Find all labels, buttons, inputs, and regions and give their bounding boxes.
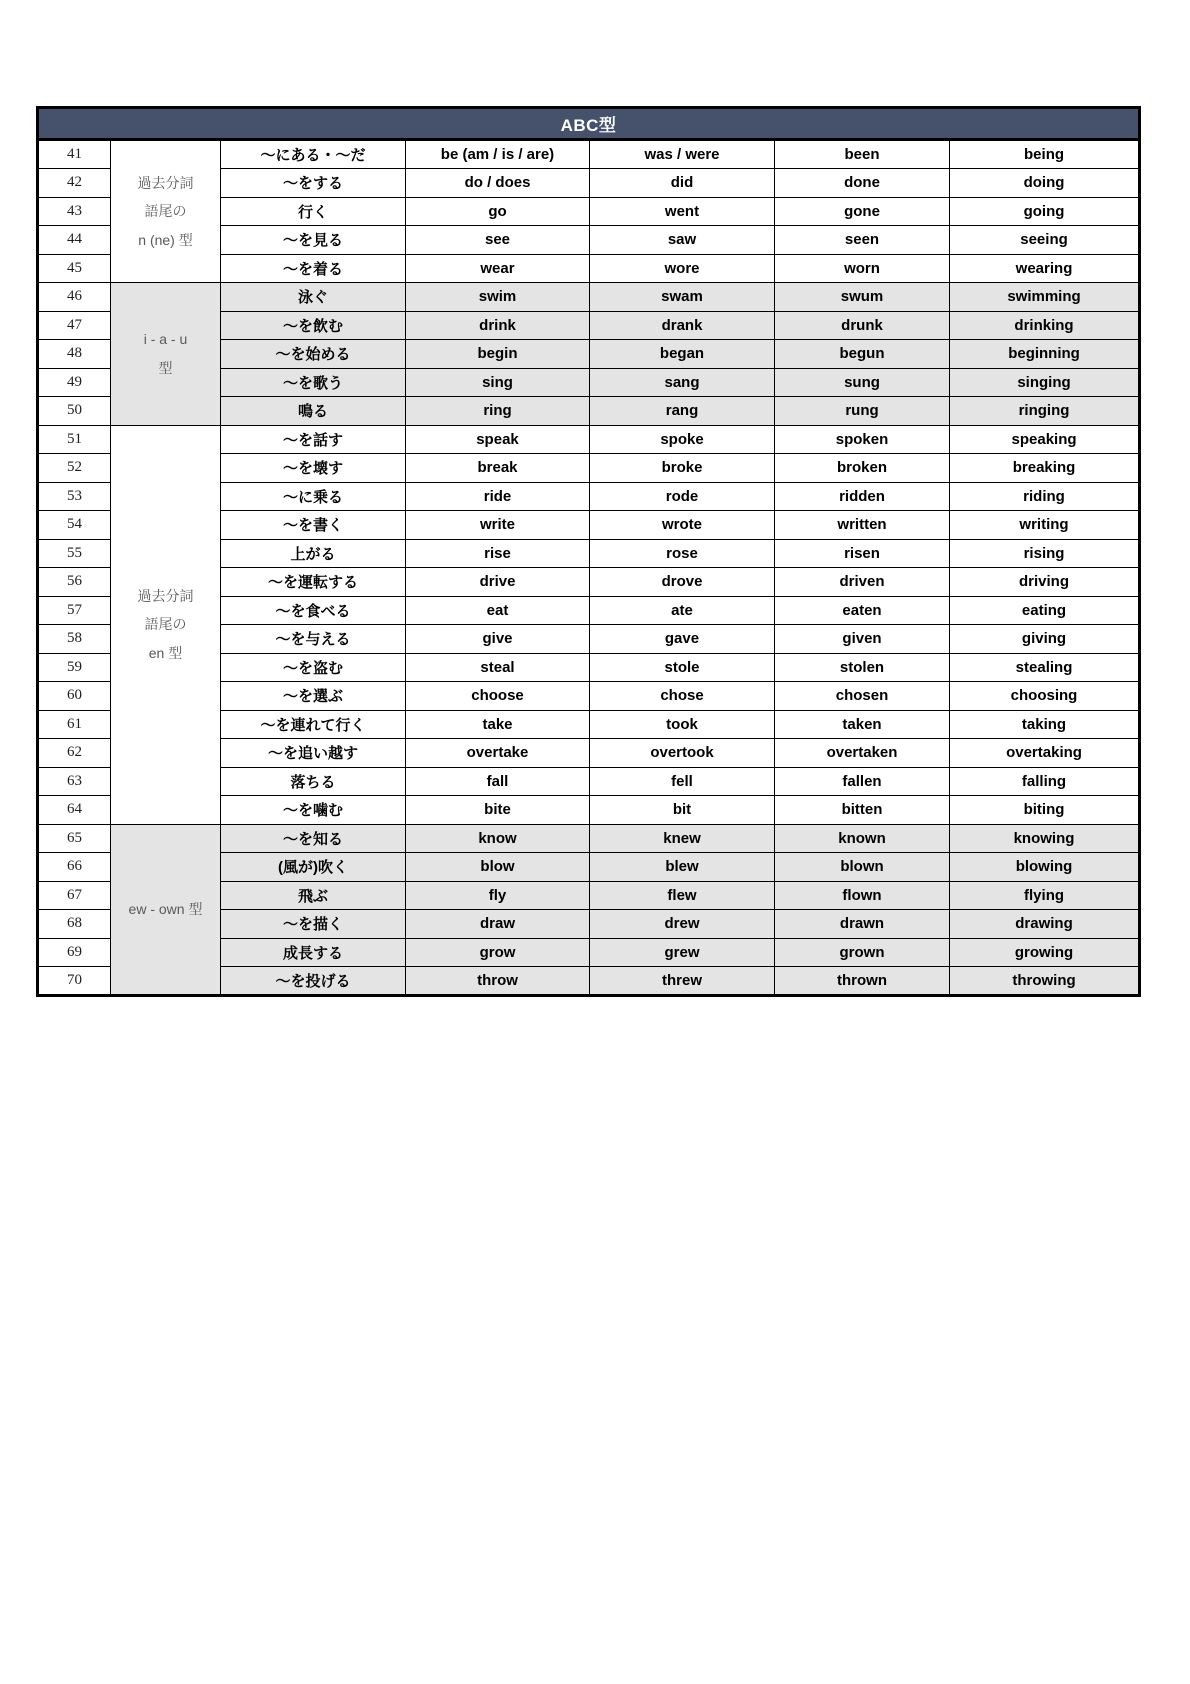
past-tense-cell: sang: [590, 368, 775, 397]
past-participle-cell: seen: [775, 226, 950, 255]
past-participle-cell: rung: [775, 397, 950, 426]
group-label-line: 語尾の: [144, 203, 187, 220]
base-form-cell: grow: [406, 938, 590, 967]
meaning-cell: ～を着る: [221, 254, 406, 283]
past-tense-cell: did: [590, 169, 775, 198]
table-row: [38, 140, 1140, 169]
past-tense-cell: threw: [590, 967, 775, 996]
ing-form-cell: stealing: [950, 653, 1140, 682]
base-form-cell: be (am / is / are): [406, 140, 590, 169]
ing-form-cell: eating: [950, 596, 1140, 625]
base-form-cell: do / does: [406, 169, 590, 198]
base-form-cell: bite: [406, 796, 590, 825]
past-tense-cell: drove: [590, 568, 775, 597]
past-tense-cell: stole: [590, 653, 775, 682]
table-row: [38, 824, 1140, 853]
meaning-cell: ～に乗る: [221, 482, 406, 511]
base-form-cell: steal: [406, 653, 590, 682]
past-participle-cell: fallen: [775, 767, 950, 796]
meaning-cell: ～を投げる: [221, 967, 406, 996]
base-form-cell: speak: [406, 425, 590, 454]
group-label-line: 型: [158, 359, 173, 376]
past-participle-cell: gone: [775, 197, 950, 226]
row-number-cell: 46: [38, 283, 111, 312]
base-form-cell: drive: [406, 568, 590, 597]
past-participle-cell: done: [775, 169, 950, 198]
past-tense-cell: drank: [590, 311, 775, 340]
row-number-cell: 52: [38, 454, 111, 483]
base-form-cell: go: [406, 197, 590, 226]
past-tense-cell: rang: [590, 397, 775, 426]
row-number-cell: 66: [38, 853, 111, 882]
group-label-cell: [111, 824, 221, 996]
row-number-cell: 43: [38, 197, 111, 226]
ing-form-cell: speaking: [950, 425, 1140, 454]
past-participle-cell: swum: [775, 283, 950, 312]
past-participle-cell: eaten: [775, 596, 950, 625]
base-form-cell: ride: [406, 482, 590, 511]
past-participle-cell: thrown: [775, 967, 950, 996]
row-number-cell: 65: [38, 824, 111, 853]
base-form-cell: choose: [406, 682, 590, 711]
group-label-line: n (ne) 型: [138, 231, 193, 248]
row-number-cell: 49: [38, 368, 111, 397]
past-participle-cell: given: [775, 625, 950, 654]
row-number-cell: 70: [38, 967, 111, 996]
base-form-cell: write: [406, 511, 590, 540]
meaning-cell: ～を飲む: [221, 311, 406, 340]
meaning-cell: ～を知る: [221, 824, 406, 853]
ing-form-cell: overtaking: [950, 739, 1140, 768]
base-form-cell: draw: [406, 910, 590, 939]
past-participle-cell: drunk: [775, 311, 950, 340]
meaning-cell: ～を盗む: [221, 653, 406, 682]
ing-form-cell: riding: [950, 482, 1140, 511]
table-row: [38, 283, 1140, 312]
base-form-cell: swim: [406, 283, 590, 312]
meaning-cell: 鳴る: [221, 397, 406, 426]
past-tense-cell: flew: [590, 881, 775, 910]
row-number-cell: 57: [38, 596, 111, 625]
meaning-cell: (風が)吹く: [221, 853, 406, 882]
table-title: ABC型: [38, 108, 1140, 140]
meaning-cell: 飛ぶ: [221, 881, 406, 910]
row-number-cell: 68: [38, 910, 111, 939]
meaning-cell: 泳ぐ: [221, 283, 406, 312]
past-participle-cell: been: [775, 140, 950, 169]
row-number-cell: 45: [38, 254, 111, 283]
group-label-cell: [111, 283, 221, 426]
meaning-cell: ～を見る: [221, 226, 406, 255]
ing-form-cell: breaking: [950, 454, 1140, 483]
past-tense-cell: blew: [590, 853, 775, 882]
past-tense-cell: took: [590, 710, 775, 739]
past-participle-cell: overtaken: [775, 739, 950, 768]
base-form-cell: take: [406, 710, 590, 739]
past-tense-cell: was / were: [590, 140, 775, 169]
past-tense-cell: began: [590, 340, 775, 369]
group-label-line: 過去分詞: [137, 174, 194, 191]
row-number-cell: 53: [38, 482, 111, 511]
past-participle-cell: blown: [775, 853, 950, 882]
ing-form-cell: throwing: [950, 967, 1140, 996]
past-participle-cell: begun: [775, 340, 950, 369]
ing-form-cell: singing: [950, 368, 1140, 397]
group-label-line: 過去分詞: [137, 587, 194, 604]
past-tense-cell: ate: [590, 596, 775, 625]
row-number-cell: 61: [38, 710, 111, 739]
base-form-cell: fall: [406, 767, 590, 796]
ing-form-cell: doing: [950, 169, 1140, 198]
row-number-cell: 42: [38, 169, 111, 198]
past-tense-cell: gave: [590, 625, 775, 654]
ing-form-cell: giving: [950, 625, 1140, 654]
meaning-cell: ～を選ぶ: [221, 682, 406, 711]
past-participle-cell: taken: [775, 710, 950, 739]
base-form-cell: overtake: [406, 739, 590, 768]
row-number-cell: 64: [38, 796, 111, 825]
past-participle-cell: stolen: [775, 653, 950, 682]
past-participle-cell: driven: [775, 568, 950, 597]
row-number-cell: 55: [38, 539, 111, 568]
group-label-line: 語尾の: [144, 616, 187, 633]
row-number-cell: 51: [38, 425, 111, 454]
past-tense-cell: rose: [590, 539, 775, 568]
row-number-cell: 58: [38, 625, 111, 654]
past-participle-cell: spoken: [775, 425, 950, 454]
meaning-cell: ～を歌う: [221, 368, 406, 397]
meaning-cell: ～を書く: [221, 511, 406, 540]
past-tense-cell: spoke: [590, 425, 775, 454]
ing-form-cell: seeing: [950, 226, 1140, 255]
meaning-cell: ～を描く: [221, 910, 406, 939]
row-number-cell: 41: [38, 140, 111, 169]
past-participle-cell: sung: [775, 368, 950, 397]
meaning-cell: 成長する: [221, 938, 406, 967]
base-form-cell: fly: [406, 881, 590, 910]
past-tense-cell: overtook: [590, 739, 775, 768]
table-title-row: [38, 108, 1140, 140]
meaning-cell: 上がる: [221, 539, 406, 568]
meaning-cell: ～を壊す: [221, 454, 406, 483]
past-participle-cell: risen: [775, 539, 950, 568]
base-form-cell: rise: [406, 539, 590, 568]
ing-form-cell: taking: [950, 710, 1140, 739]
row-number-cell: 54: [38, 511, 111, 540]
past-tense-cell: rode: [590, 482, 775, 511]
ing-form-cell: biting: [950, 796, 1140, 825]
past-participle-cell: broken: [775, 454, 950, 483]
group-label-line: ew - own 型: [128, 901, 203, 917]
meaning-cell: ～を与える: [221, 625, 406, 654]
group-label-cell: [111, 425, 221, 824]
past-participle-cell: written: [775, 511, 950, 540]
past-tense-cell: went: [590, 197, 775, 226]
meaning-cell: ～を話す: [221, 425, 406, 454]
past-participle-cell: worn: [775, 254, 950, 283]
past-participle-cell: drawn: [775, 910, 950, 939]
past-tense-cell: drew: [590, 910, 775, 939]
meaning-cell: 落ちる: [221, 767, 406, 796]
base-form-cell: see: [406, 226, 590, 255]
meaning-cell: ～をする: [221, 169, 406, 198]
ing-form-cell: rising: [950, 539, 1140, 568]
past-tense-cell: chose: [590, 682, 775, 711]
row-number-cell: 63: [38, 767, 111, 796]
ing-form-cell: drinking: [950, 311, 1140, 340]
past-participle-cell: grown: [775, 938, 950, 967]
past-tense-cell: broke: [590, 454, 775, 483]
meaning-cell: ～を食べる: [221, 596, 406, 625]
past-tense-cell: wore: [590, 254, 775, 283]
verb-table-body: [38, 140, 1140, 996]
table-row: [38, 425, 1140, 454]
ing-form-cell: beginning: [950, 340, 1140, 369]
past-tense-cell: swam: [590, 283, 775, 312]
row-number-cell: 48: [38, 340, 111, 369]
ing-form-cell: blowing: [950, 853, 1140, 882]
past-participle-cell: flown: [775, 881, 950, 910]
ing-form-cell: knowing: [950, 824, 1140, 853]
base-form-cell: know: [406, 824, 590, 853]
base-form-cell: wear: [406, 254, 590, 283]
base-form-cell: break: [406, 454, 590, 483]
group-label-cell: [111, 140, 221, 283]
ing-form-cell: drawing: [950, 910, 1140, 939]
base-form-cell: begin: [406, 340, 590, 369]
past-tense-cell: saw: [590, 226, 775, 255]
past-tense-cell: grew: [590, 938, 775, 967]
ing-form-cell: growing: [950, 938, 1140, 967]
row-number-cell: 67: [38, 881, 111, 910]
base-form-cell: drink: [406, 311, 590, 340]
ing-form-cell: wearing: [950, 254, 1140, 283]
group-label-line: en 型: [148, 644, 183, 661]
meaning-cell: ～を連れて行く: [221, 710, 406, 739]
row-number-cell: 62: [38, 739, 111, 768]
ing-form-cell: ringing: [950, 397, 1140, 426]
ing-form-cell: writing: [950, 511, 1140, 540]
past-participle-cell: ridden: [775, 482, 950, 511]
past-tense-cell: fell: [590, 767, 775, 796]
row-number-cell: 44: [38, 226, 111, 255]
worksheet: [36, 106, 1141, 997]
row-number-cell: 60: [38, 682, 111, 711]
past-tense-cell: bit: [590, 796, 775, 825]
ing-form-cell: choosing: [950, 682, 1140, 711]
past-participle-cell: chosen: [775, 682, 950, 711]
ing-form-cell: going: [950, 197, 1140, 226]
ing-form-cell: falling: [950, 767, 1140, 796]
base-form-cell: eat: [406, 596, 590, 625]
past-tense-cell: wrote: [590, 511, 775, 540]
meaning-cell: ～にある・～だ: [221, 140, 406, 169]
row-number-cell: 56: [38, 568, 111, 597]
base-form-cell: throw: [406, 967, 590, 996]
meaning-cell: ～を追い越す: [221, 739, 406, 768]
past-participle-cell: bitten: [775, 796, 950, 825]
base-form-cell: give: [406, 625, 590, 654]
base-form-cell: sing: [406, 368, 590, 397]
past-tense-cell: knew: [590, 824, 775, 853]
meaning-cell: ～を始める: [221, 340, 406, 369]
group-label-line: i - a - u: [143, 331, 188, 348]
ing-form-cell: flying: [950, 881, 1140, 910]
ing-form-cell: swimming: [950, 283, 1140, 312]
base-form-cell: ring: [406, 397, 590, 426]
row-number-cell: 59: [38, 653, 111, 682]
ing-form-cell: driving: [950, 568, 1140, 597]
row-number-cell: 47: [38, 311, 111, 340]
past-participle-cell: known: [775, 824, 950, 853]
ing-form-cell: being: [950, 140, 1140, 169]
meaning-cell: ～を噛む: [221, 796, 406, 825]
base-form-cell: blow: [406, 853, 590, 882]
meaning-cell: 行く: [221, 197, 406, 226]
irregular-verbs-table: [36, 106, 1141, 997]
row-number-cell: 69: [38, 938, 111, 967]
meaning-cell: ～を運転する: [221, 568, 406, 597]
row-number-cell: 50: [38, 397, 111, 426]
